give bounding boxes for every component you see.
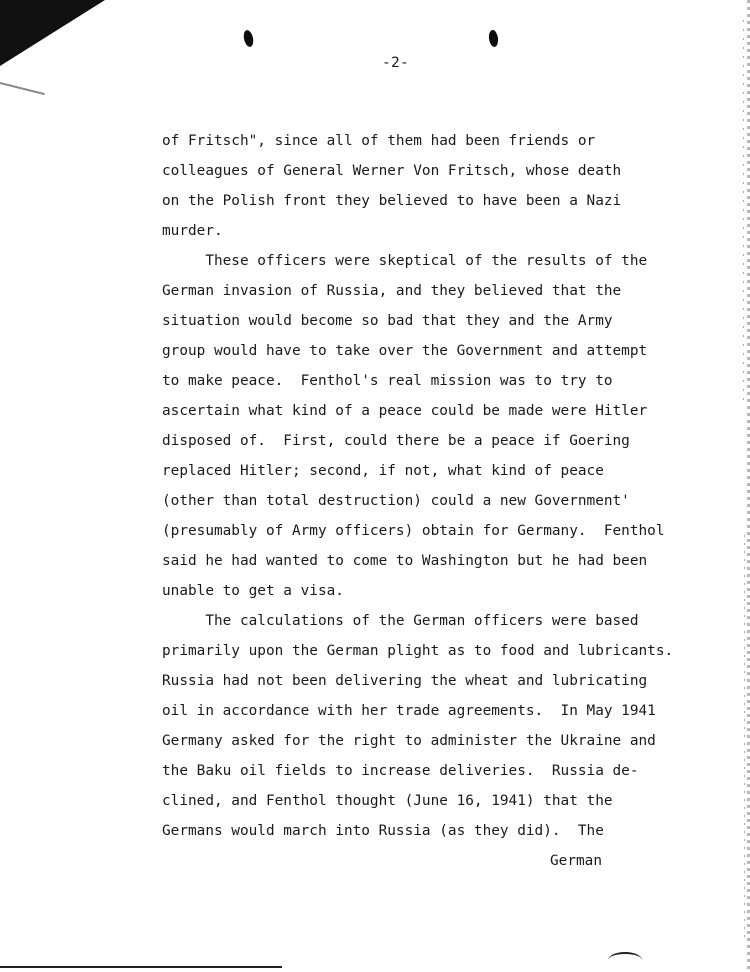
text-line: murder. [162,223,223,239]
text-line: primarily upon the German plight as to food and lubricants. [162,643,674,659]
text-line: Germans would march into Russia (as they did). The [162,823,604,839]
text-line: These officers were skeptical of the results of the [162,253,648,269]
text-line: (other than total destruction) could a new Government' [162,493,630,509]
page-number: -2- [382,55,410,71]
scan-bottom-line [0,966,282,968]
text-line: The calculations of the German officers were based [162,613,639,629]
text-line: (presumably of Army officers) obtain for Germany. Fenthol [162,523,665,539]
text-line: Germany asked for the right to administer the Ukraine and [162,733,656,749]
punch-hole-right [488,29,499,47]
scan-corner-shadow [0,0,105,66]
text-line: ascertain what kind of a peace could be made were Hitler [162,403,648,419]
text-line: on the Polish front they believed to have been a Nazi [162,193,622,209]
handwritten-mark [608,952,642,968]
text-line: situation would become so bad that they and the Army [162,313,613,329]
scan-corner-mark [0,82,45,95]
text-line: said he had wanted to come to Washington but he had been [162,553,648,569]
text-line: Russia had not been delivering the wheat and lubricating [162,673,648,689]
text-line: the Baku oil fields to increase deliveries. Russia de- [162,763,639,779]
text-line: replaced Hitler; second, if not, what kind of peace [162,463,604,479]
text-line: to make peace. Fenthol's real mission was to try to [162,373,613,389]
body-text [162,126,702,876]
catchword: German [550,853,602,869]
text-line: group would have to take over the Government and attempt [162,343,648,359]
punch-hole-left [242,29,254,47]
scan-right-edge-lower [744,535,745,940]
text-line: colleagues of General Werner Von Fritsch, whose death [162,163,622,179]
scan-right-edge-upper [743,20,744,400]
text-line: unable to get a visa. [162,583,344,599]
text-line: disposed of. First, could there be a peace if Goering [162,433,630,449]
text-line: of Fritsch", since all of them had been friends or [162,133,596,149]
text-line: German invasion of Russia, and they believed that the [162,283,622,299]
text-line: oil in accordance with her trade agreements. In May 1941 [162,703,656,719]
text-line: clined, and Fenthol thought (June 16, 1941) that the [162,793,613,809]
